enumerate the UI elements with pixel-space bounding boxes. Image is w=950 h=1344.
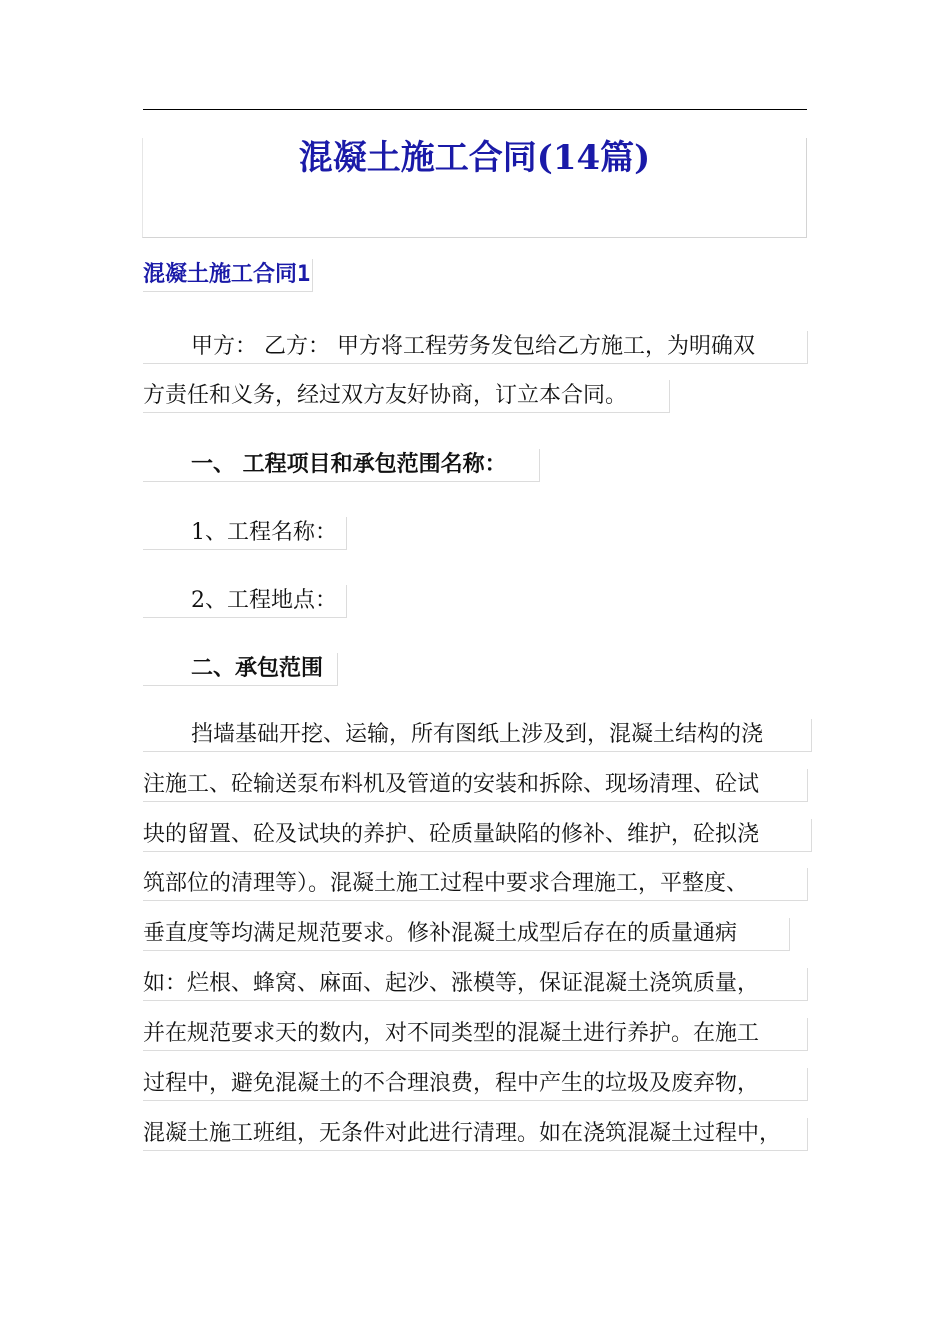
paragraph-line: 块的留置、砼及试块的养护、砼质量缺陷的修补、维护，砼拟浇 xyxy=(143,819,812,852)
paragraph-line: 混凝土施工班组，无条件对此进行清理。如在浇筑混凝土过程中， xyxy=(143,1118,808,1151)
paragraph-line: 并在规范要求天的数内，对不同类型的混凝土进行养护。在施工 xyxy=(143,1018,808,1051)
project-location-line: 2、工程地点： xyxy=(143,585,347,618)
paragraph-line: 注施工、砼输送泵布料机及管道的安装和拆除、现场清理、砼试 xyxy=(143,769,808,802)
heading-1: 一、 工程项目和承包范围名称： xyxy=(143,449,540,482)
title-box xyxy=(142,138,807,238)
paragraph-line: 垂直度等均满足规范要求。修补混凝土成型后存在的质量通病 xyxy=(143,918,790,951)
document-title: 混凝土施工合同(14篇) xyxy=(298,138,651,178)
project-name-line: 1、工程名称： xyxy=(143,517,347,550)
paragraph-line: 挡墙基础开挖、运输，所有图纸上涉及到，混凝土结构的浇 xyxy=(143,719,812,752)
paragraph-line: 甲方： 乙方： 甲方将工程劳务发包给乙方施工，为明确双 xyxy=(143,331,808,364)
paragraph-line: 如：烂根、蜂窝、麻面、起沙、涨模等，保证混凝土浇筑质量， xyxy=(143,968,808,1001)
heading-2: 二、承包范围 xyxy=(143,653,338,686)
paragraph-line: 方责任和义务，经过双方友好协商，订立本合同。 xyxy=(143,380,670,413)
paragraph-line: 筑部位的清理等）。混凝土施工过程中要求合理施工，平整度、 xyxy=(143,868,808,901)
header-rule xyxy=(143,109,807,110)
section-title: 混凝土施工合同1 xyxy=(143,259,313,292)
paragraph-line: 过程中，避免混凝土的不合理浪费，程中产生的垃圾及废弃物， xyxy=(143,1068,808,1101)
